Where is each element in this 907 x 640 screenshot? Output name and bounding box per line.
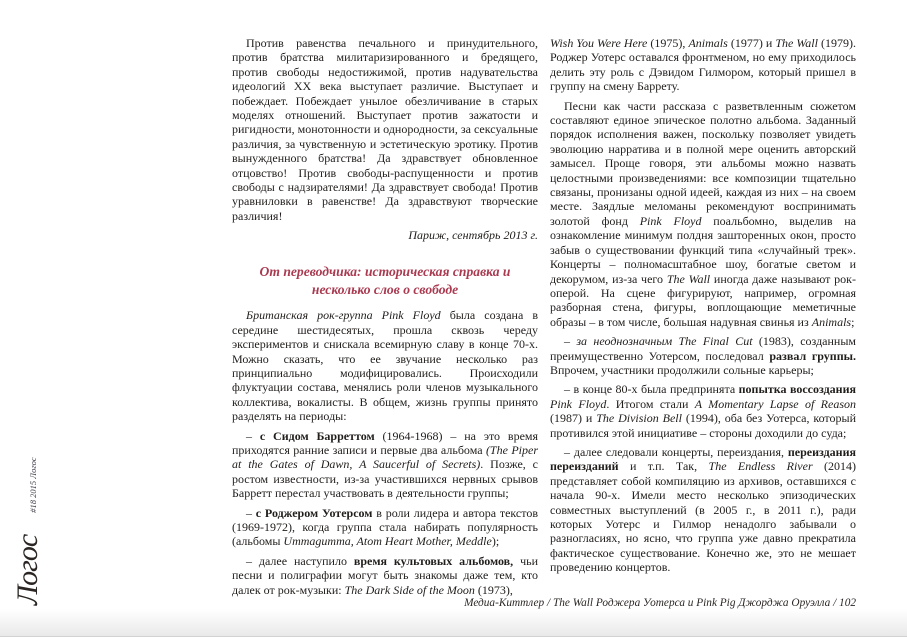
paragraph: – с Сидом Барреттом (1964-1968) – на это время приходятся ранние записи и первые два альбома (The Piper at the Gates of Dawn, A Saucerful of Secrets). Позже, с ростом известности, из-за участившихся нервных срывов Барретт перестал участвовать в деятельности группы;: [232, 428, 539, 501]
paragraph: Против равенства печального и принудительного, против братства милитаризированного и бредящего, против свободы недостижимой, против надувательства идеологий XX века выступает различие. Выступает и побеждает. Побеждает унылое обезличивание в старых моделях отношений. Выступает против зажатости и ригидности, монотонности и однородности, за сексуальные различия, за чувственную и эстетическую эротику. Против вынужденного братства! Да здравствует обновленное отцовство! Против свободы-распущенности и против свободы с надзирателями! Да здравствует свобода! Против уравниловки в равенстве! Да здравствуют творческие различия!: [232, 36, 538, 223]
page-edge-shadow: [0, 609, 907, 637]
section-heading: От переводчика: историческая справка и несколько слов о свободе: [259, 263, 511, 298]
paragraph: – за неоднозначным The Final Cut (1983), созданным преимущественно Уотерсом, последовал развал группы. Впрочем, участники продолжили сольные карьеры;: [550, 334, 856, 377]
issue-label: #18 2015 Логос: [28, 457, 38, 513]
journal-logo: Логос: [11, 534, 44, 606]
paragraph: – далее наступило время культовых альбомов, чьи песни и полиграфии могут быть знакомы даже тем, кто далек от рок-музыки: The Dark Side of the Moon (1973),: [232, 553, 538, 597]
paragraph: – далее следовали концерты, переиздания, переиздания переизданий и т.п. Так, The Endless River (2014) представляет собой компиляцию из архивов, оставшихся с начала 90-х. Имели место несколько эпизодических совместных выступлений (в 2005 г., в 2011 г.), ради которых Уотерс и Гилмор ненадолго забывали о разногласиях, но ясно, что группа уже давно прекратила фактическое существование. Конечно же, это не мешает проведению концертов.: [550, 444, 856, 575]
paragraph: Wish You Were Here (1975), Animals (1977) и The Wall (1979). Роджер Уотерс оставался фронтменом, но ему приходилось делить эту роль с Дэвидом Гилмором, который пришел в группу на смену Баррету.: [550, 36, 856, 94]
paragraph: – с Роджером Уотерсом в роли лидера и автора текстов (1969-1972), когда группа стала набирать популярность (альбомы Ummagumma, Atom Heart Mother, Meddle);: [232, 505, 539, 549]
paragraph: Британская рок-группа Pink Floyd была создана в середине шестидесятых, прошла сквозь череду экспериментов и снискала всемирную славу в конце 70-х. Можно сказать, что ее звучание несколько раз принципиально модифицировались. Происходили флуктуации состава, менялись роли членов музыкального коллектива, вокалисты. В общем, жизнь группы принято разделять на периоды:: [232, 308, 538, 424]
dateline: Париж, сентябрь 2013 г.: [408, 228, 538, 243]
left-column: [232, 36, 538, 602]
text-columns: [232, 36, 857, 602]
running-footer: Медиа-Киттлер / The Wall Роджера Уотерса и Pink Pig Джорджа Оруэлла / 102: [464, 597, 856, 609]
paragraph: – в конце 80-х была предпринята попытка воссоздания Pink Floyd. Итогом стали A Momentary Lapse of Reason (1987) и The Division Bell (1994), оба без Уотерса, который противился этой инициативе – стороны доходили до суда;: [550, 382, 856, 440]
right-column: [550, 36, 856, 602]
paragraph: Песни как части рассказа с разветвленным сюжетом составляют единое эпическое полотно альбома. Заданный порядок исполнения важен, поскольку позволяет увидеть эволюцию нарратива и в полной мере оценить авторский замысел. Проще говоря, эти альбомы можно назвать целостными произведениями: все композиции тщательно связаны, пронизаны одной идеей, каждая из них – на своем месте. Заядлые меломаны рекомендуют воспринимать золотой фонд Pink Floyd поальбомно, выделив на ознакомление минимум полдня зашторенных окон, просто забыв о существовании функций типа «случайный трек». Концерты – полномасштабное шоу, богатые светом и декорумом, из-за чего The Wall иногда даже называют рок-оперой. На сцене фигурируют, например, огромная разборная стена, фигуры, воплощающие меметичные образы – в том числе, большая надувная свинья из Animals;: [550, 98, 857, 329]
